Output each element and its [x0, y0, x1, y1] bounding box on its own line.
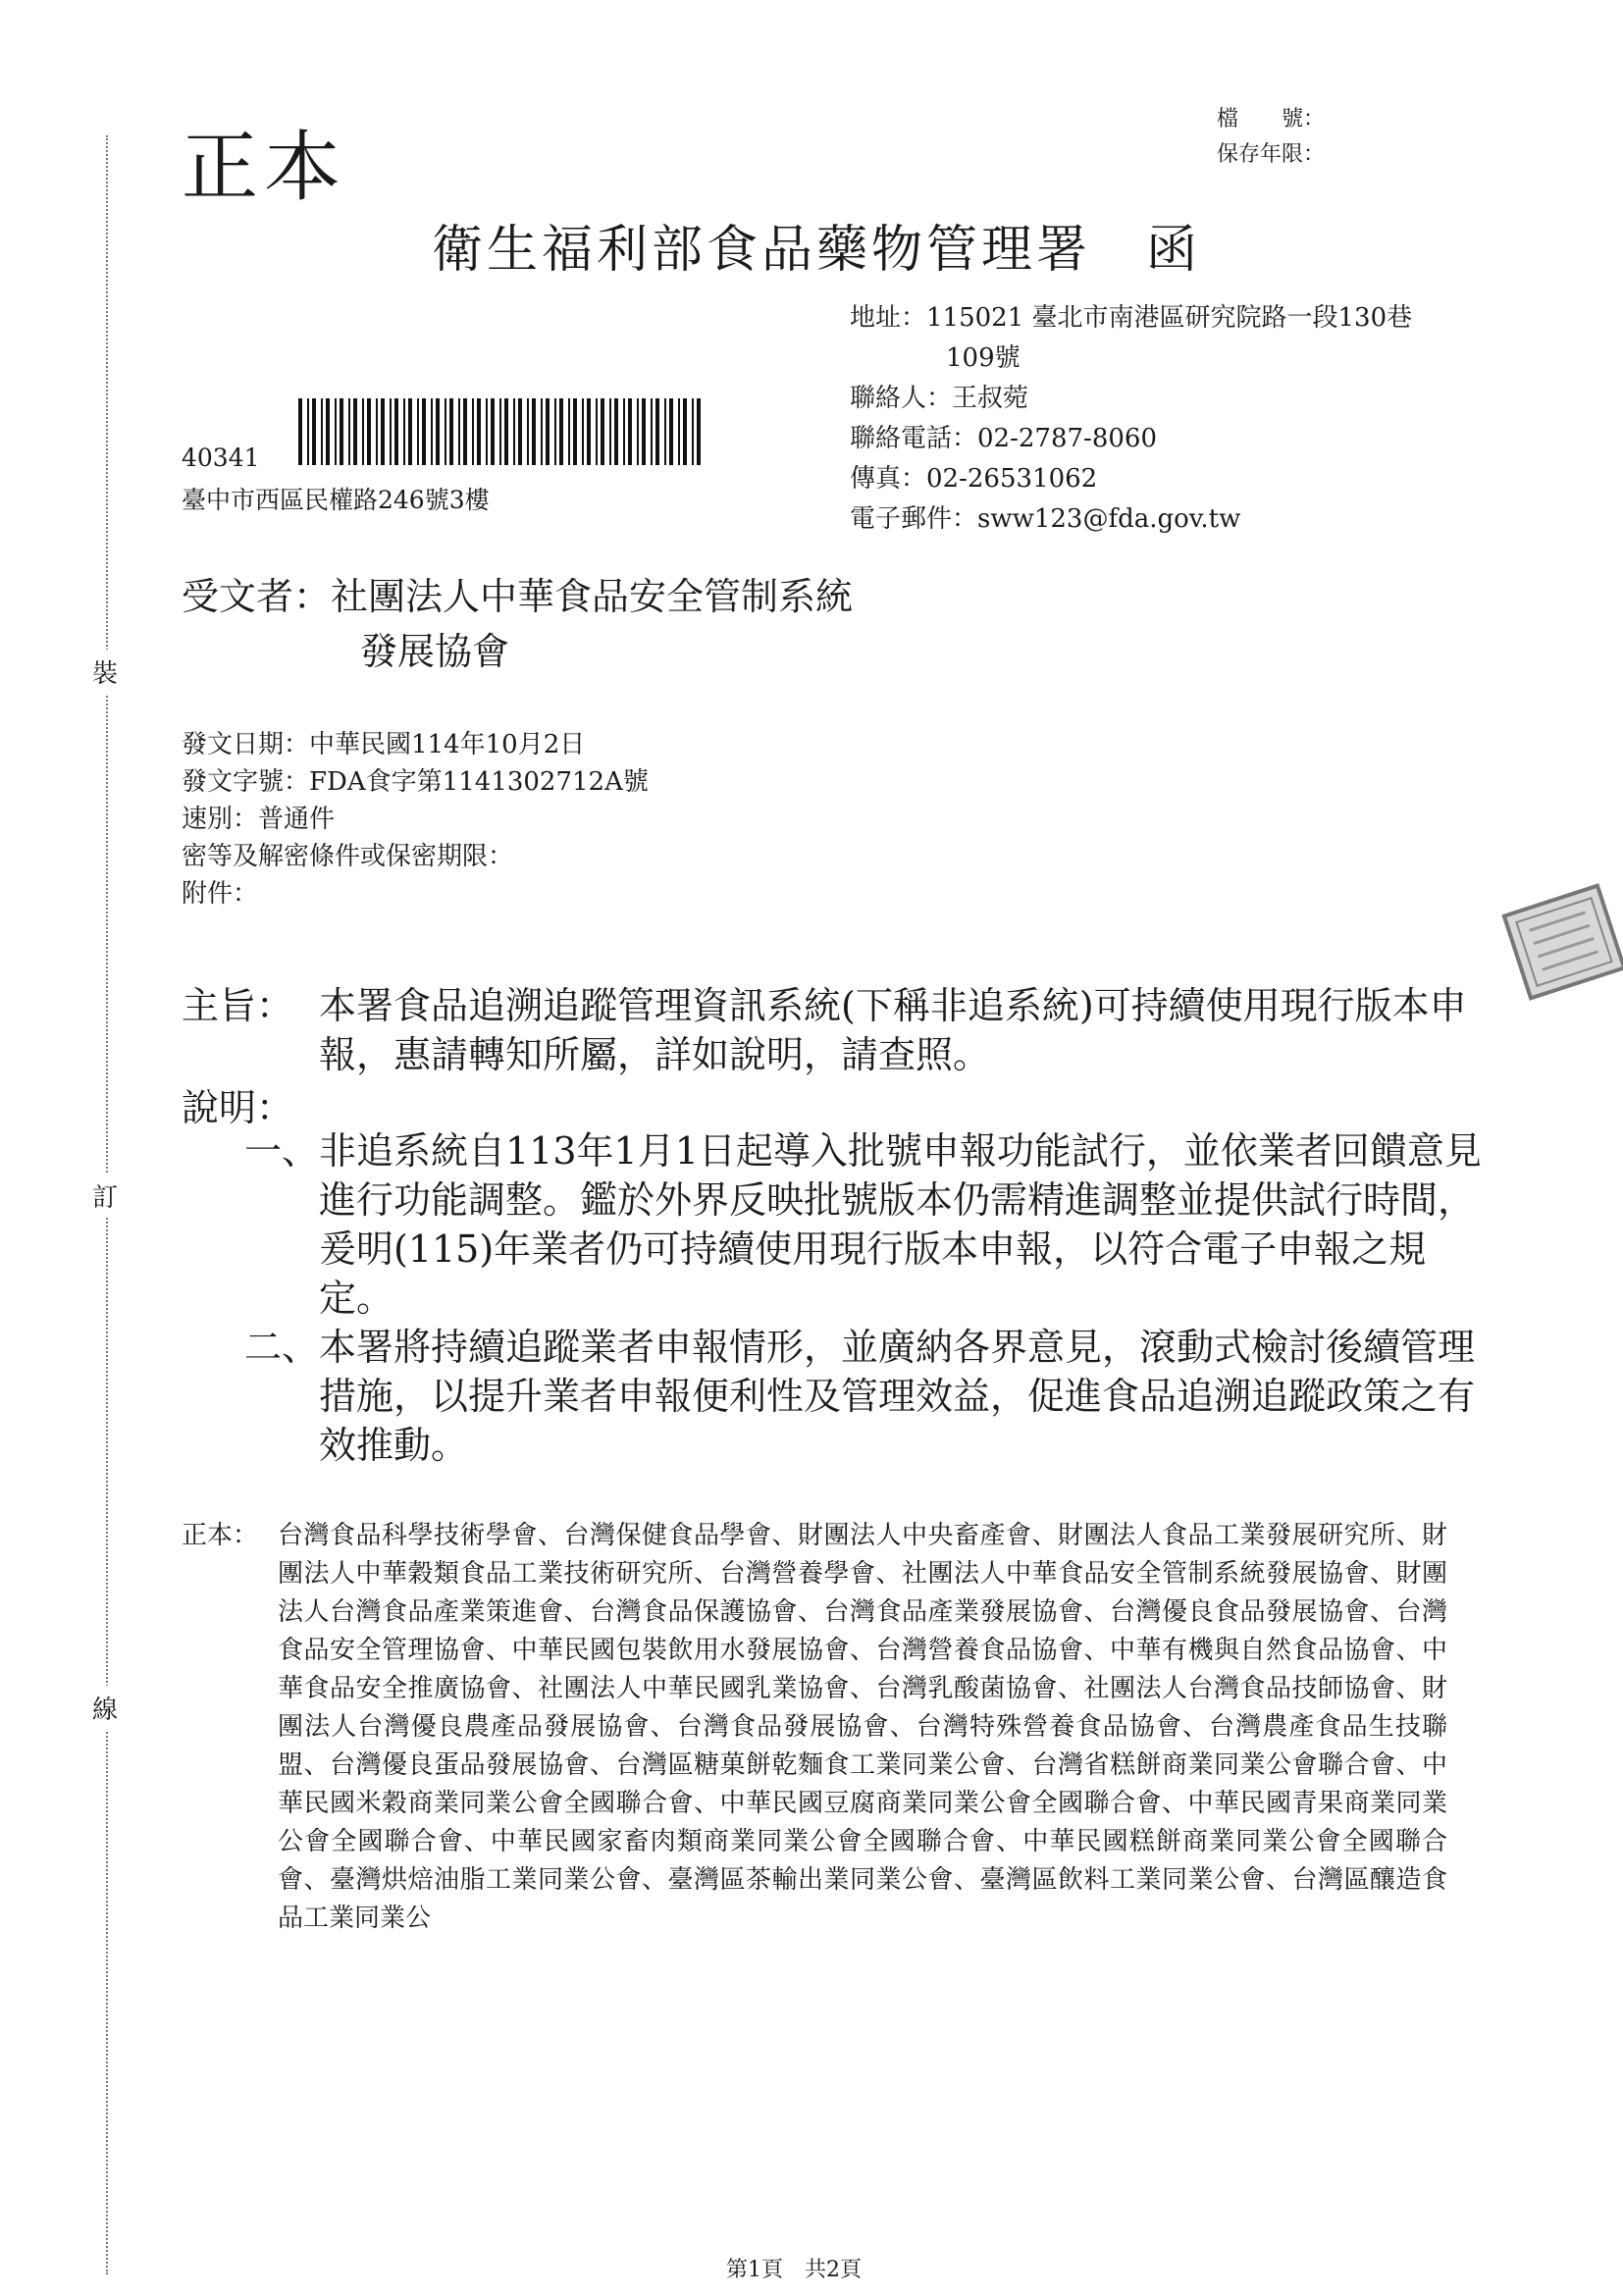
- explanation-item-text: 本署將持續追蹤業者申報情形，並廣納各界意見，滾動式檢討後續管理措施，以提升業者申報便利性及管理效益，促進食品追溯追蹤政策之有效推動。: [319, 1326, 1476, 1467]
- binding-mark-middle: 訂: [90, 1174, 120, 1218]
- barcode-bar: [554, 398, 556, 465]
- explanation-label: 說明：: [182, 1086, 294, 1129]
- delivery-speed: 速別：普通件: [182, 805, 336, 834]
- explanation-item: [182, 1126, 1487, 1323]
- barcode-bar: [326, 398, 330, 465]
- barcode-bar: [601, 398, 604, 465]
- barcode-bar: [408, 398, 412, 465]
- recipient-name-line-1: 社團法人中華食品安全管制系統: [331, 575, 854, 618]
- barcode-bar: [390, 398, 392, 465]
- barcode-bar: [559, 398, 563, 465]
- original-copy-stamp: 正本: [182, 124, 347, 212]
- document-number: 發文字號：FDA食字第1141302712A號: [182, 767, 649, 797]
- explanation-item: [182, 1323, 1487, 1470]
- binding-mark-bottom: 線: [90, 1686, 120, 1730]
- barcode-bar: [651, 398, 653, 465]
- barcode-bar: [518, 398, 522, 465]
- barcode-bar: [504, 398, 508, 465]
- barcode-bar: [628, 398, 632, 465]
- attachment-label: 附件：: [182, 879, 259, 909]
- barcode-bar: [376, 398, 378, 465]
- barcode-bar: [422, 398, 426, 465]
- barcode-bar: [541, 398, 543, 465]
- barcode-bar: [321, 398, 323, 465]
- recipient-name-line-2: 發展協會: [360, 630, 510, 673]
- barcode-bar: [678, 398, 680, 465]
- barcode-bar: [362, 398, 364, 465]
- barcode-bar: [614, 398, 618, 465]
- barcode-bar: [403, 398, 405, 465]
- barcode-bar: [532, 398, 536, 465]
- recipient-block: [182, 569, 853, 679]
- barcode-bar: [431, 398, 433, 465]
- barcode-bar: [436, 398, 440, 465]
- mailing-address: 臺中市西區民權路246號3樓: [182, 486, 490, 514]
- subject-text: 本署食品追溯追蹤管理資訊系統(下稱非追系統)可持續使用現行版本申報，惠請轉知所屬，詳如說明，請查照。: [319, 984, 1467, 1076]
- subject-block: [182, 981, 1487, 1079]
- barcode-bar: [348, 398, 350, 465]
- copy-recipients-label: 正本：: [182, 1521, 259, 1550]
- barcode-bar: [582, 398, 584, 465]
- archive-number-label: 檔 號：: [1217, 107, 1326, 131]
- issue-date: 發文日期：中華民國114年10月2日: [182, 730, 586, 759]
- barcode-bar: [609, 398, 611, 465]
- contact-fax: 傳真：02-26531062: [850, 464, 1098, 494]
- binding-mark-top: 裝: [90, 650, 120, 694]
- barcode-bar: [513, 398, 515, 465]
- barcode-bar: [298, 398, 302, 465]
- barcode-bar: [669, 398, 673, 465]
- mailing-postcode: 40341: [182, 444, 260, 472]
- retention-period-label: 保存年限：: [1217, 142, 1326, 167]
- explanation-item-text: 非追系統自113年1月1日起導入批號申報功能試行，並依業者回饋意見進行功能調整。鑑於外界反映批號版本仍需精進調整並提供試行時間，爰明(115)年業者仍可持續使用現行版本申報，以符合電子申報之規定。: [319, 1129, 1482, 1320]
- barcode-bar: [394, 398, 398, 465]
- archive-block: [1217, 102, 1325, 173]
- barcode-bar: [463, 398, 467, 465]
- barcode-bar: [573, 398, 577, 465]
- barcode-bar: [664, 398, 666, 465]
- barcode-bar: [353, 398, 357, 465]
- barcode-bar: [445, 398, 446, 465]
- barcode-bar: [458, 398, 460, 465]
- barcode-bar: [472, 398, 474, 465]
- barcode-bar: [587, 398, 591, 465]
- barcode-bar: [642, 398, 646, 465]
- barcode-bar: [546, 398, 550, 465]
- barcode-bar: [307, 398, 309, 465]
- address-line-1: 地址：115021 臺北市南港區研究院路一段130巷: [850, 303, 1413, 333]
- secrecy-level: 密等及解密條件或保密期限：: [182, 842, 514, 871]
- recipient-label: 受文者：: [182, 575, 332, 618]
- barcode-bar: [655, 398, 659, 465]
- barcode-bar: [312, 398, 316, 465]
- barcode-bar: [417, 398, 419, 465]
- explanation-block: [182, 1126, 1487, 1470]
- barcode-bar: [449, 398, 453, 465]
- subject-label: 主旨：: [182, 984, 294, 1027]
- barcode-bar: [692, 398, 694, 465]
- barcode-bar: [499, 398, 501, 465]
- copy-recipients-block: [182, 1517, 1447, 1938]
- barcode-bar: [623, 398, 625, 465]
- barcode-bar: [381, 398, 385, 465]
- barcode-bar: [477, 398, 481, 465]
- address-line-2: 109號: [946, 343, 1021, 373]
- official-seal-icon: [1499, 881, 1623, 1004]
- barcode-bar: [697, 398, 701, 465]
- barcode-bar: [568, 398, 570, 465]
- explanation-item-number: 一、: [243, 1129, 319, 1173]
- barcode-bar: [340, 398, 343, 465]
- barcode-bar: [637, 398, 639, 465]
- document-meta: [182, 726, 649, 913]
- copy-recipients-list: 台灣食品科學技術學會、台灣保健食品學會、財團法人中央畜產會、財團法人食品工業發展研究所、財團法人中華穀類食品工業技術研究所、台灣營養學會、社團法人中華食品安全管制系統發展協會、財團法人台灣食品產業策進會、台灣食品保護協會、台灣食品產業發展協會、台灣優良食品發展協會、台灣食品安全管理協會、中華民國包裝飲用水發展協會、台灣營養食品協會、中華有機與自然食品協會、中華食品安全推廣協會、社團法人中華民國乳業協會、台灣乳酸菌協會、社團法人台灣食品技師協會、財團法人台灣優良農產品發展協會、台灣食品發展協會、台灣特殊營養食品協會、台灣農產食品生技聯盟、台灣優良蛋品發展協會、台灣區糖菓餅乾麵食工業同業公會、台灣省糕餅商業同業公會聯合會、中華民國米穀商業同業公會全國聯合會、中華民國豆腐商業同業公會全國聯合會、中華民國青果商業同業公會全國聯合會、中華民國家畜肉類商業同業公會全國聯合會、中華民國糕餅商業同業公會全國聯合會、臺灣烘焙油脂工業同業公會、臺灣區茶輸出業同業公會、臺灣區飲料工業同業公會、台灣區釀造食品工業同業公: [278, 1521, 1447, 1933]
- mailing-barcode: [298, 398, 707, 465]
- barcode-bar: [335, 398, 337, 465]
- page-number: 第1頁 共2頁: [726, 2258, 862, 2282]
- contact-person: 聯絡人：王叔菀: [850, 384, 1029, 413]
- barcode-bar: [367, 398, 371, 465]
- explanation-item-number: 二、: [243, 1326, 319, 1369]
- issuing-agency-title: 衛生福利部食品藥物管理署 函: [432, 221, 1202, 280]
- barcode-bar: [486, 398, 488, 465]
- barcode-bar: [527, 398, 529, 465]
- barcode-bar: [683, 398, 687, 465]
- contact-email: 電子郵件：sww123@fda.gov.tw: [850, 504, 1241, 534]
- barcode-bar: [596, 398, 598, 465]
- contact-block: [850, 298, 1412, 540]
- contact-phone: 聯絡電話：02-2787-8060: [850, 424, 1157, 453]
- barcode-bar: [491, 398, 495, 465]
